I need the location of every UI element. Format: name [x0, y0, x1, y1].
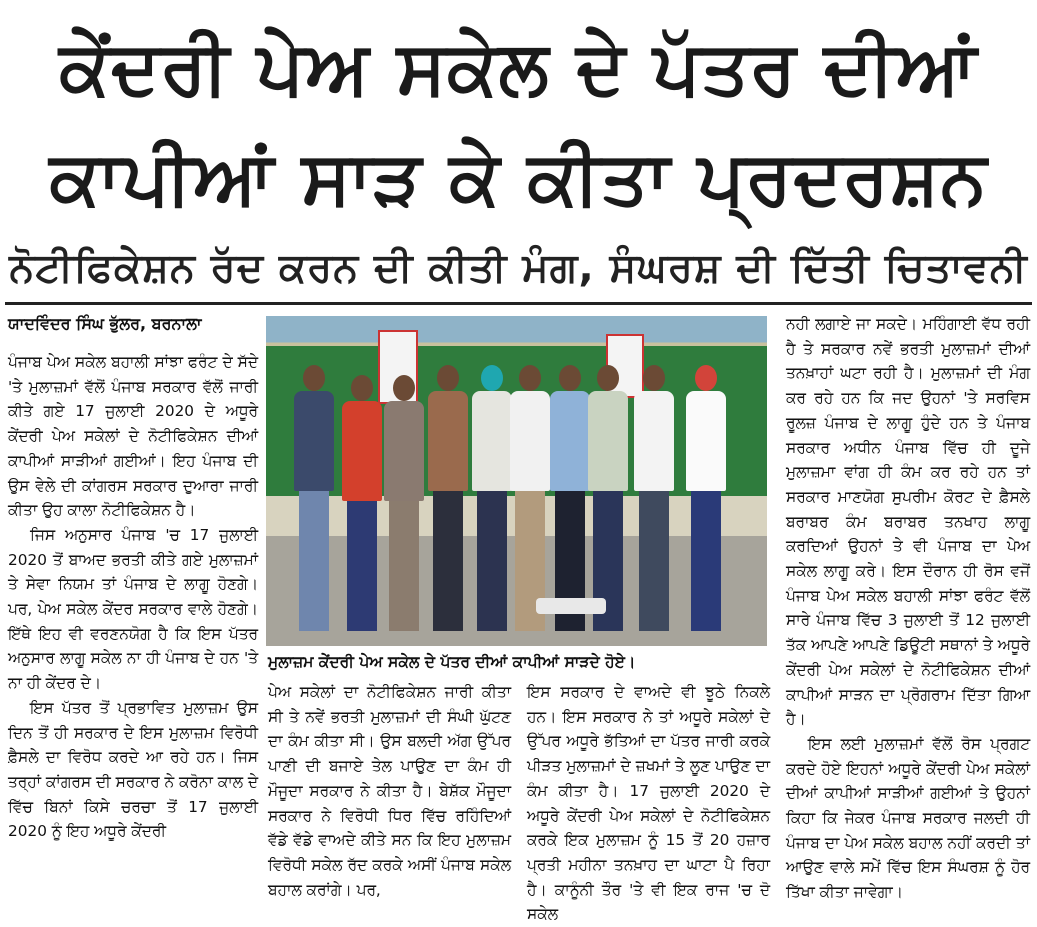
photo-person: [588, 365, 628, 631]
paragraph: ਪੇਅ ਸਕੇਲਾਂ ਦਾ ਨੋਟੀਫਿਕੇਸ਼ਨ ਜਾਰੀ ਕੀਤਾ ਸੀ ਤੇ ਨਵੇਂ ਭਰਤੀ ਮੁਲਾਜ਼ਮਾਂ ਦੀ ਸੰਘੀ ਘੁੱਟਣ ਦਾ ਕੰਮ ਕੀਤਾ ਸੀ। ਉਸ ਬਲਦੀ ਅੱਗ ਉੱਪਰ ਪਾਣੀ ਦੀ ਬਜਾਏ ਤੇਲ ਪਾਉਣ ਦਾ ਕੰਮ ਹੀ ਮੌਜੂਦਾ ਸਰਕਾਰ ਨੇ ਕੀਤਾ ਹੈ। ਬੇਸ਼ੱਕ ਮੌਜੂਦਾ ਸਰਕਾਰ ਨੇ ਵਿਰੋਧੀ ਧਿਰ ਵਿੱਚ ਰਹਿੰਦਿਆਂ ਵੱਡੇ ਵੱਡੇ ਵਾਅਦੇ ਕੀਤੇ ਸਨ ਕਿ ਇਹ ਮੁਲਾਜ਼ਮ ਵਿਰੋਧੀ ਸਕੇਲ ਰੱਦ ਕਰਕੇ ਅਸੀਂ ਪੰਜਾਬ ਸਕੇਲ ਬਹਾਲ ਕਰਾਂਗੇ। ਪਰ,: [268, 683, 511, 899]
paragraph: ਇਸ ਪੱਤਰ ਤੋਂ ਪ੍ਰਭਾਵਿਤ ਮੁਲਾਜ਼ਮ ਉਸ ਦਿਨ ਤੋਂ ਹੀ ਸਰਕਾਰ ਦੇ ਇਸ ਮੁਲਾਜ਼ਮ ਵਿਰੋਧੀ ਫ਼ੈਸਲੇ ਦਾ ਵਿਰੋਧ ਕਰਦੇ ਆ ਰਹੇ ਹਨ। ਜਿਸ ਤਰ੍ਹਾਂ ਕਾਂਗਰਸ ਦੀ ਸਰਕਾਰ ਨੇ ਕਰੋਨਾ ਕਾਲ ਦੇ ਵਿੱਚ ਬਿਨਾਂ ਕਿਸੇ ਚਰਚਾ ਤੋਂ 17 ਜੁਲਾਈ 2020 ਨੂੰ ਇਹ ਅਧੂਰੇ ਕੇਂਦਰੀ: [8, 698, 258, 841]
article-column-3: [527, 680, 770, 924]
photo-person: [472, 365, 512, 631]
headline-line-2: ਕਾਪੀਆਂ ਸਾੜ ਕੇ ਕੀਤਾ ਪ੍ਰਦਰਸ਼ਨ: [49, 135, 988, 221]
paragraph: ਇਸ ਸਰਕਾਰ ਦੇ ਵਾਅਦੇ ਵੀ ਝੂਠੇ ਨਿਕਲੇ ਹਨ। ਇਸ ਸਰਕਾਰ ਨੇ ਤਾਂ ਅਧੂਰੇ ਸਕੇਲਾਂ ਦੇ ਉੱਪਰ ਅਧੂਰੇ ਭੱਤਿਆਂ ਦਾ ਪੱਤਰ ਜਾਰੀ ਕਰਕੇ ਪੀੜਤ ਮੁਲਾਜ਼ਮਾਂ ਦੇ ਜ਼ਖਮਾਂ ਤੇ ਲੂਣ ਪਾਉਣ ਦਾ ਕੰਮ ਕੀਤਾ ਹੈ। 17 ਜੁਲਾਈ 2020 ਦੇ ਅਧੂਰੇ ਕੇਂਦਰੀ ਪੇਅ ਸਕੇਲਾਂ ਦੇ ਨੋਟੀਫਿਕੇਸ਼ਨ ਕਰਕੇ ਇਕ ਮੁਲਾਜ਼ਮ ਨੂੰ 15 ਤੋਂ 20 ਹਜ਼ਾਰ ਪ੍ਰਤੀ ਮਹੀਨਾ ਤਨਖ਼ਾਹ ਦਾ ਘਾਟਾ ਪੈ ਰਿਹਾ ਹੈ। ਕਾਨੂੰਨੀ ਤੌਰ 'ਤੇ ਵੀ ਇਕ ਰਾਜ 'ਚ ਦੋ ਸਕੇਲ: [527, 683, 770, 924]
photo-person: [686, 365, 726, 631]
photo-person: [634, 365, 674, 631]
article-column-1: [8, 312, 258, 912]
paragraph: ਨਹੀ ਲਗਾਏ ਜਾ ਸਕਦੇ। ਮਹਿੰਗਾਈ ਵੱਧ ਰਹੀ ਹੈ ਤੇ ਸਰਕਾਰ ਨਵੇਂ ਭਰਤੀ ਮੁਲਾਜ਼ਮਾਂ ਦੀਆਂ ਤਨਖ਼ਾਹਾਂ ਘਟਾ ਰਹੀ ਹੈ। ਮੁਲਾਜ਼ਮਾਂ ਦੀ ਮੰਗ ਕਰ ਰਹੇ ਹਨ ਕਿ ਜਦ ਉਹਨਾਂ 'ਤੇ ਸਰਵਿਸ ਰੂਲਜ਼ ਪੰਜਾਬ ਦੇ ਲਾਗੂ ਹੁੰਦੇ ਹਨ ਤੇ ਪੰਜਾਬ ਸਰਕਾਰ ਅਧੀਨ ਪੰਜਾਬ ਵਿੱਚ ਹੀ ਦੂਜੇ ਮੁਲਾਜ਼ਮਾ ਵਾਂਗ ਹੀ ਕੰਮ ਕਰ ਰਹੇ ਹਨ ਤਾਂ ਸਰਕਾਰ ਮਾਣਯੋਗ ਸੁਪਰੀਮ ਕੋਰਟ ਦੇ ਫ਼ੈਸਲੇ ਬਰਾਬਰ ਕੰਮ ਬਰਾਬਰ ਤਨਖਾਹ ਲਾਗੂ ਕਰਦਿਆਂ ਉਹਨਾਂ ਤੇ ਵੀ ਪੰਜਾਬ ਦਾ ਪੇਅ ਸਕੇਲ ਲਾਗੂ ਕਰੇ। ਇਸ ਦੌਰਾਨ ਹੀ ਰੋਸ ਵਜੋਂ ਪੰਜਾਬ ਪੇਅ ਸਕੇਲ ਬਹਾਲੀ ਸਾਂਝਾ ਫਰੰਟ ਵੱਲੋਂ ਸਾਰੇ ਪੰਜਾਬ ਵਿੱਚ 3 ਜੁਲਾਈ ਤੋਂ 12 ਜੁਲਾਈ ਤੱਕ ਆਪਣੇ ਆਪਣੇ ਡਿਊਟੀ ਸਥਾਨਾਂ ਤੇ ਅਧੂਰੇ ਕੇਂਦਰੀ ਪੇਅ ਸਕੇਲਾਂ ਦੇ ਨੋਟੀਫਿਕੇਸ਼ਨ ਦੀਆਂ ਕਾਪੀਆਂ ਸਾੜਨ ਦਾ ਪ੍ਰੋਗਰਾਮ ਦਿੱਤਾ ਗਿਆ ਹੈ।: [786, 315, 1030, 729]
paragraph: ਪੰਜਾਬ ਪੇਅ ਸਕੇਲ ਬਹਾਲੀ ਸਾਂਝਾ ਫਰੰਟ ਦੇ ਸੱਦੇ 'ਤੇ ਮੁਲਾਜ਼ਮਾਂ ਵੱਲੋਂ ਪੰਜਾਬ ਸਰਕਾਰ ਵੱਲੋਂ ਜਾਰੀ ਕੀਤੇ ਗਏ 17 ਜੁਲਾਈ 2020 ਦੇ ਅਧੂਰੇ ਕੇਂਦਰੀ ਪੇਅ ਸਕੇਲਾਂ ਦੇ ਨੋਟੀਫਿਕੇਸ਼ਨ ਦੀਆਂ ਕਾਪੀਆਂ ਸਾੜੀਆਂ ਗਈਆਂ। ਇਹ ਪੰਜਾਬ ਦੀ ਉਸ ਵੇਲੇ ਦੀ ਕਾਂਗਰਸ ਸਰਕਾਰ ਦੁਆਰਾ ਜਾਰੀ ਕੀਤਾ ਉਹ ਕਾਲਾ ਨੋਟੀਫਿਕੇਸ਼ਨ ਹੈ।: [8, 353, 258, 520]
photo-caption: ਮੁਲਾਜ਼ਮ ਕੇਂਦਰੀ ਪੇਅ ਸਕੇਲ ਦੇ ਪੱਤਰ ਦੀਆਂ ਕਾਪੀਆਂ ਸਾੜਦੇ ਹੋਏ।: [268, 653, 636, 671]
photo-person: [294, 365, 334, 631]
subheadline: ਨੋਟੀਫਿਕੇਸ਼ਨ ਰੱਦ ਕਰਨ ਦੀ ਕੀਤੀ ਮੰਗ, ਸੰਘਰਸ਼ ਦੀ ਦਿੱਤੀ ਚਿਤਾਵਨੀ: [9, 245, 1028, 291]
photo-person: [342, 375, 382, 631]
photo-burnt-papers: [536, 598, 606, 614]
photo-person: [428, 365, 468, 631]
section-divider: [5, 302, 1032, 305]
article-column-4: [786, 312, 1030, 912]
paragraph: ਜਿਸ ਅਨੁਸਾਰ ਪੰਜਾਬ 'ਚ 17 ਜੁਲਾਈ 2020 ਤੋਂ ਬਾਅਦ ਭਰਤੀ ਕੀਤੇ ਗਏ ਮੁਲਾਜ਼ਮਾਂ ਤੇ ਸੇਵਾ ਨਿਯਮ ਤਾਂ ਪੰਜਾਬ ਦੇ ਲਾਗੂ ਹੋਣਗੇ। ਪਰ, ਪੇਅ ਸਕੇਲ ਕੇਂਦਰ ਸਰਕਾਰ ਵਾਲੇ ਹੋਣਗੇ। ਇੱਥੇ ਇਹ ਵੀ ਵਰਣਨਯੋਗ ਹੈ ਕਿ ਇਸ ਪੱਤਰ ਅਨੁਸਾਰ ਲਾਗੂ ਸਕੇਲ ਨਾ ਹੀ ਪੰਜਾਬ ਦੇ ਹਨ 'ਤੇ ਨਾ ਹੀ ਕੇਂਦਰ ਦੇ।: [8, 525, 258, 693]
photo-person: [510, 365, 550, 631]
headline-line-1: ਕੇਂਦਰੀ ਪੇਅ ਸਕੇਲ ਦੇ ਪੱਤਰ ਦੀਆਂ: [59, 25, 978, 111]
byline: ਯਾਦਵਿੰਦਰ ਸਿੰਘ ਭੁੱਲਰ, ਬਰਨਾਲਾ: [8, 314, 202, 333]
article-photo: [266, 316, 767, 646]
article-column-2: [268, 680, 511, 912]
paragraph: ਇਸ ਲਈ ਮੁਲਾਜ਼ਮਾਂ ਵੱਲੋਂ ਰੋਸ ਪ੍ਰਗਟ ਕਰਦੇ ਹੋਏ ਇਹਨਾਂ ਅਧੂਰੇ ਕੇਂਦਰੀ ਪੇਅ ਸਕੇਲਾਂ ਦੀਆਂ ਕਾਪੀਆਂ ਸਾੜੀਆਂ ਗਈਆਂ ਤੇ ਉਹਨਾਂ ਕਿਹਾ ਕਿ ਜੇਕਰ ਪੰਜਾਬ ਸਰਕਾਰ ਜਲਦੀ ਹੀ ਪੰਜਾਬ ਦਾ ਪੇਅ ਸਕੇਲ ਬਹਾਲ ਨਹੀਂ ਕਰਦੀ ਤਾਂ ਆਉਣ ਵਾਲੇ ਸਮੇਂ ਵਿੱਚ ਇਸ ਸੰਘਰਸ਼ ਨੂੰ ਹੋਰ ਤਿੱਖਾ ਕੀਤਾ ਜਾਵੇਗਾ।: [786, 734, 1030, 902]
photo-person: [550, 365, 590, 631]
photo-person: [384, 375, 424, 631]
